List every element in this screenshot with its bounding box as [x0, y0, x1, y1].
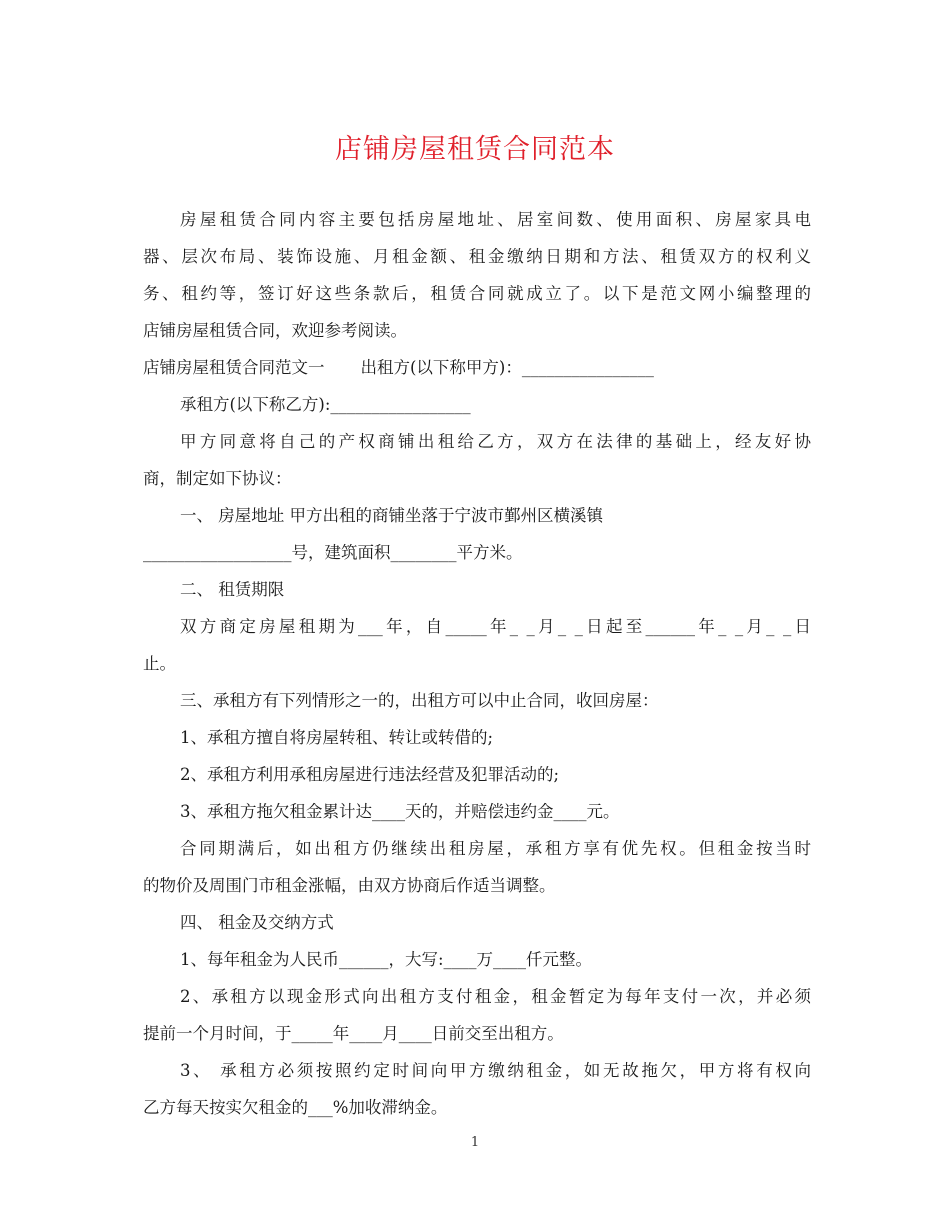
term-line: 止。	[143, 654, 176, 673]
renewal-line: 合同期满后，如出租方仍继续出租房屋，承租方享有优先权。但租金按当时	[180, 839, 811, 858]
term-line: 双方商定房屋租期为___年，自_____年_ _月_ _日起至______年_ _月_ _日	[180, 617, 811, 636]
intro-line: 务、租约等，签订好这些条款后，租赁合同就成立了。以下是范文网小编整理的	[143, 284, 811, 303]
sample-heading-row	[143, 349, 811, 386]
rent-line: 提前一个月时间，于_____年____月____日前交至出租方。	[143, 1024, 564, 1043]
intro-line: 店铺房屋租赁合同，欢迎参考阅读。	[143, 321, 407, 340]
section4-heading: 四、 租金及交纳方式	[180, 913, 334, 932]
intro-line: 房屋租赁合同内容主要包括房屋地址、居室间数、使用面积、房屋家具电	[180, 210, 811, 229]
agreement-line: 商，制定如下协议：	[143, 469, 292, 488]
page-number: 1	[470, 1135, 480, 1150]
rent-line: 1、每年租金为人民币______，大写:____万____仟元整。	[180, 950, 593, 969]
rent-line: 2、承租方以现金形式向出租方支付租金，租金暂定为每年支付一次，并必须	[180, 987, 811, 1006]
lessee-line: 承租方(以下称乙方):_________________	[180, 395, 471, 414]
clause-line: 1、承租方擅自将房屋转租、转让或转借的;	[180, 728, 494, 747]
section1-line: __________________号，建筑面积________平方米。	[143, 543, 523, 562]
rent-line: 乙方每天按实欠租金的___%加收滞纳金。	[143, 1098, 448, 1117]
section1-line: 一、 房屋地址 甲方出租的商铺坐落于宁波市鄞州区横溪镇	[180, 506, 603, 525]
document-title: 店铺房屋租赁合同范本	[335, 134, 615, 165]
clause-line: 3、承租方拖欠租金累计达____天的，并赔偿违约金____元。	[180, 802, 620, 821]
agreement-line: 甲方同意将自己的产权商铺出租给乙方，双方在法律的基础上，经友好协	[180, 432, 811, 451]
lessor-line: 出租方(以下称甲方)：________________	[360, 358, 654, 377]
section2-heading: 二、 租赁期限	[180, 580, 285, 599]
intro-line: 器、层次布局、装饰设施、月租金额、租金缴纳日期和方法、租赁双方的权利义	[143, 247, 811, 266]
document-body	[143, 201, 811, 1126]
rent-line: 3、 承租方必须按照约定时间向甲方缴纳租金，如无故拖欠，甲方将有权向	[180, 1061, 811, 1080]
renewal-line: 的物价及周围门市租金涨幅，由双方协商后作适当调整。	[143, 876, 556, 895]
sample-heading: 店铺房屋租赁合同范文一	[143, 358, 325, 377]
section3-heading: 三、承租方有下列情形之一的，出租方可以中止合同，收回房屋：	[180, 691, 659, 710]
clause-line: 2、承租方利用承租房屋进行违法经营及犯罪活动的;	[180, 765, 560, 784]
